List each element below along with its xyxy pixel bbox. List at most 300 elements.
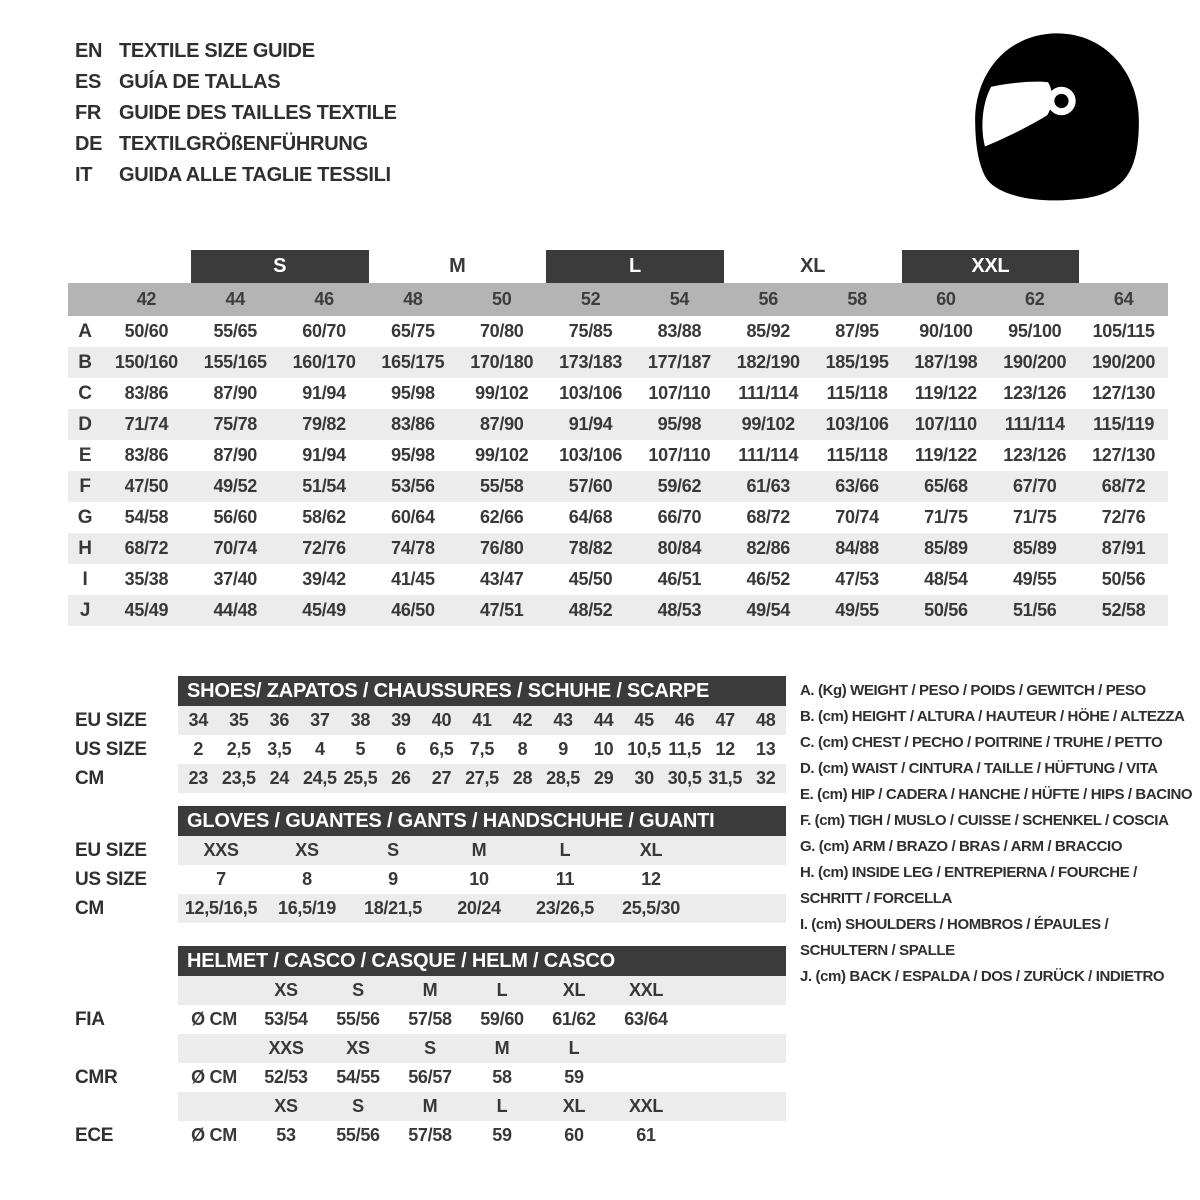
table-cell: 160/170 <box>292 352 356 372</box>
table-cell: 55/65 <box>213 321 258 341</box>
table-cell: 11 <box>555 869 575 889</box>
table-cell: 45/49 <box>124 600 169 620</box>
table-row <box>68 316 1168 347</box>
table-cell: 107/110 <box>914 414 977 434</box>
table-cell: 165/175 <box>381 352 445 372</box>
column-header: 56 <box>758 289 778 309</box>
table-cell: 47/51 <box>479 600 524 620</box>
table-row <box>68 502 1168 533</box>
table-cell: 91/94 <box>302 383 346 403</box>
sub-table-row-body <box>178 836 786 865</box>
table-cell: 48/52 <box>568 600 613 620</box>
language-title-list <box>75 36 397 191</box>
table-cell: 60/70 <box>302 321 346 341</box>
spacer <box>68 676 178 706</box>
row-label: E <box>78 444 92 466</box>
shoes-table-body <box>68 706 786 793</box>
table-cell: XL <box>639 840 663 860</box>
table-cell: 99/102 <box>741 414 795 434</box>
table-cell: 47 <box>715 710 735 730</box>
table-cell: 91/94 <box>568 414 613 434</box>
helmet-value-row <box>68 1121 786 1150</box>
table-cell: 12 <box>715 739 735 759</box>
table-cell: 46/52 <box>746 569 791 589</box>
table-cell: 68/72 <box>746 507 791 527</box>
row-label: CMR <box>75 1066 118 1088</box>
spacer <box>68 806 178 836</box>
table-cell: 27 <box>431 768 452 788</box>
table-cell: 61/63 <box>746 476 791 496</box>
table-cell: 173/183 <box>559 352 623 372</box>
table-cell: 115/119 <box>1093 414 1155 434</box>
helmet-icon <box>968 28 1146 206</box>
table-cell: 37 <box>310 710 330 730</box>
table-cell: 13 <box>755 739 776 759</box>
table-cell: XS <box>295 840 319 860</box>
language-code: DE <box>75 133 103 155</box>
table-cell: 83/86 <box>391 414 435 434</box>
table-cell: 107/110 <box>648 445 711 465</box>
table-cell: 7,5 <box>469 739 495 759</box>
column-header: 62 <box>1025 289 1045 309</box>
table-cell: 45 <box>634 710 654 730</box>
row-label: EU SIZE <box>75 709 147 731</box>
table-cell: 127/130 <box>1092 445 1156 465</box>
row-label: CM <box>75 897 104 919</box>
row-label: A <box>78 320 92 342</box>
table-cell: 50/60 <box>124 321 169 341</box>
table-cell: 71/75 <box>1012 507 1057 527</box>
table-cell: 49/55 <box>835 600 879 620</box>
legend-item: A. (Kg) WEIGHT / PESO / POIDS / GEWITCH / PESO <box>800 682 1146 699</box>
table-cell: 87/90 <box>479 414 524 434</box>
table-cell: 63/66 <box>835 476 879 496</box>
table-cell: 54/55 <box>336 1067 380 1087</box>
shoes-table <box>68 676 786 793</box>
unit-label: Ø CM <box>191 1125 237 1145</box>
size-header: L <box>496 1096 508 1116</box>
table-cell: 46/50 <box>391 600 435 620</box>
sub-table-row-body <box>178 865 786 894</box>
table-cell: 68/72 <box>1101 476 1146 496</box>
table-cell: 32 <box>755 768 776 788</box>
table-cell: 65/75 <box>391 321 435 341</box>
column-header: 46 <box>314 289 334 309</box>
row-label: FIA <box>75 1008 105 1030</box>
table-cell: 31,5 <box>708 768 743 788</box>
table-cell: 58/62 <box>302 507 346 527</box>
table-cell: 25,5/30 <box>622 898 680 918</box>
language-row <box>75 36 397 67</box>
table-cell: 185/195 <box>825 352 889 372</box>
legend-item: J. (cm) BACK / ESPALDA / DOS / ZURÜCK / INDIETRO <box>800 968 1165 985</box>
helmet-size-row-body <box>178 976 786 1005</box>
column-header: 54 <box>669 289 690 309</box>
table-cell: 155/165 <box>203 352 267 372</box>
table-cell: 72/76 <box>1101 507 1146 527</box>
table-cell: 119/122 <box>914 445 977 465</box>
language-title: TEXTILGRÖßENFÜHRUNG <box>119 133 368 155</box>
language-row <box>75 98 397 129</box>
table-cell: 49/54 <box>746 600 791 620</box>
table-cell: 71/74 <box>124 414 169 434</box>
table-cell: 57/60 <box>568 476 613 496</box>
gloves-table <box>68 806 786 923</box>
table-cell: 46 <box>674 710 695 730</box>
table-cell: 29 <box>593 768 614 788</box>
table-cell: 111/114 <box>738 383 799 403</box>
table-cell: 16,5/19 <box>278 898 336 918</box>
gloves-table-title: GLOVES / GUANTES / GANTS / HANDSCHUHE / GUANTI <box>178 806 786 836</box>
table-cell: M <box>471 840 487 860</box>
table-cell: 55/58 <box>479 476 524 496</box>
legend-item: C. (cm) CHEST / PECHO / POITRINE / TRUHE / PETTO <box>800 734 1163 751</box>
table-cell: 72/76 <box>302 538 346 558</box>
sub-table-row <box>68 735 786 764</box>
legend-item: H. (cm) INSIDE LEG / ENTREPIERNA / FOURCHE / SCHRITT / FORCELLA <box>800 864 1137 907</box>
table-cell: 3,5 <box>267 739 292 759</box>
row-label: C <box>78 382 92 404</box>
table-cell: 103/106 <box>559 445 623 465</box>
table-cell: 170/180 <box>470 352 534 372</box>
row-label: F <box>79 475 91 497</box>
table-cell: 57/58 <box>408 1009 452 1029</box>
table-cell: 35/38 <box>124 569 169 589</box>
table-cell: 48/54 <box>924 569 968 589</box>
table-cell: 12 <box>641 869 661 889</box>
table-cell: 61 <box>636 1125 656 1145</box>
table-cell: 62/66 <box>479 507 524 527</box>
table-cell: 83/88 <box>657 321 702 341</box>
table-cell: 123/126 <box>1003 383 1067 403</box>
table-cell: 35 <box>229 710 249 730</box>
table-row <box>68 347 1168 378</box>
table-cell: 182/190 <box>736 352 800 372</box>
spacer <box>68 1092 178 1121</box>
table-cell: 95/98 <box>391 383 435 403</box>
helmet-table-title: HELMET / CASCO / CASQUE / HELM / CASCO <box>178 946 786 976</box>
table-cell: 83/86 <box>124 445 169 465</box>
measurement-legend <box>800 678 1198 990</box>
helmet-size-row <box>68 1092 786 1121</box>
table-cell: 52/53 <box>264 1067 308 1087</box>
table-cell: 53/54 <box>264 1009 308 1029</box>
table-cell: 107/110 <box>648 383 711 403</box>
table-cell: 63/64 <box>624 1009 668 1029</box>
language-code: FR <box>75 102 102 124</box>
shoes-table-title: SHOES/ ZAPATOS / CHAUSSURES / SCHUHE / SCARPE <box>178 676 786 706</box>
table-cell: 23 <box>188 768 208 788</box>
table-cell: 10,5 <box>627 739 662 759</box>
table-cell: 67/70 <box>1012 476 1057 496</box>
table-cell: 4 <box>315 739 325 759</box>
language-row <box>75 160 397 191</box>
table-cell: 59 <box>492 1125 512 1145</box>
table-cell: 39 <box>391 710 411 730</box>
table-cell: 26 <box>391 768 411 788</box>
size-header: L <box>568 1038 580 1058</box>
size-header: S <box>352 1096 364 1116</box>
table-cell: 64/68 <box>568 507 613 527</box>
table-row <box>68 564 1168 595</box>
main-size-table-body <box>68 316 1168 626</box>
table-cell: 30,5 <box>667 768 702 788</box>
table-cell: 23/26,5 <box>536 898 594 918</box>
size-header: XL <box>562 980 586 1000</box>
table-cell: 103/106 <box>825 414 889 434</box>
table-row <box>68 595 1168 626</box>
table-cell: 57/58 <box>408 1125 452 1145</box>
table-cell: 24 <box>269 768 290 788</box>
row-label: ECE <box>75 1124 114 1146</box>
table-cell: 48 <box>755 710 776 730</box>
column-header: 50 <box>492 289 512 309</box>
table-cell: 60/64 <box>391 507 435 527</box>
size-header: XXL <box>628 980 664 1000</box>
size-band-xl: XL <box>800 255 826 277</box>
table-cell: 95/100 <box>1008 321 1062 341</box>
table-cell: 37/40 <box>213 569 258 589</box>
legend-item: D. (cm) WAIST / CINTURA / TAILLE / HÜFTUNG / VITA <box>800 760 1158 777</box>
table-cell: 9 <box>558 739 568 759</box>
table-cell: 20/24 <box>457 898 501 918</box>
table-cell: 42 <box>512 710 533 730</box>
column-header: 42 <box>136 289 157 309</box>
size-header: M <box>494 1038 510 1058</box>
table-cell: 11,5 <box>668 739 702 759</box>
main-size-table <box>68 250 1168 626</box>
table-cell: XXS <box>203 840 239 860</box>
table-cell: 85/92 <box>746 321 791 341</box>
row-label: CM <box>75 767 104 789</box>
table-cell: 55/56 <box>336 1009 380 1029</box>
table-cell: 44 <box>593 710 614 730</box>
size-header: M <box>422 1096 438 1116</box>
table-cell: 70/74 <box>835 507 879 527</box>
language-code: ES <box>75 71 102 93</box>
size-header: XXL <box>628 1096 664 1116</box>
table-cell: L <box>559 840 571 860</box>
spacer <box>68 976 178 1005</box>
size-header: S <box>352 980 364 1000</box>
table-cell: 59/62 <box>657 476 702 496</box>
row-label: US SIZE <box>75 738 147 760</box>
language-code: IT <box>75 164 93 186</box>
table-cell: 115/118 <box>826 445 888 465</box>
table-cell: 90/100 <box>919 321 973 341</box>
language-row <box>75 129 397 160</box>
helmet-size-row-body <box>178 1034 786 1063</box>
table-cell: 87/90 <box>213 383 258 403</box>
table-row <box>68 440 1168 471</box>
table-cell: S <box>387 840 399 860</box>
size-header: XL <box>562 1096 586 1116</box>
table-cell: 74/78 <box>391 538 435 558</box>
size-number-header-row <box>68 283 1168 316</box>
table-cell: 46/51 <box>657 569 702 589</box>
table-cell: 40 <box>431 710 452 730</box>
table-cell: 75/85 <box>568 321 613 341</box>
table-cell: 95/98 <box>657 414 702 434</box>
table-cell: 23,5 <box>221 768 256 788</box>
table-cell: 103/106 <box>559 383 623 403</box>
helmet-table <box>68 946 786 1150</box>
table-cell: 41 <box>472 710 492 730</box>
table-cell: 8 <box>302 869 312 889</box>
table-cell: 76/80 <box>479 538 524 558</box>
row-label: G <box>77 506 93 528</box>
language-row <box>75 67 397 98</box>
table-cell: 91/94 <box>302 445 346 465</box>
table-cell: 111/114 <box>1004 414 1065 434</box>
table-cell: 87/95 <box>835 321 879 341</box>
row-label: D <box>78 413 92 435</box>
table-cell: 39/42 <box>302 569 346 589</box>
legend-item: B. (cm) HEIGHT / ALTURA / HAUTEUR / HÖHE / ALTEZZA <box>800 708 1185 725</box>
sub-table-row <box>68 865 786 894</box>
table-cell: 45/50 <box>568 569 613 589</box>
table-row <box>68 378 1168 409</box>
helmet-size-row <box>68 976 786 1005</box>
table-cell: 79/82 <box>302 414 346 434</box>
language-title: GUÍA DE TALLAS <box>119 71 281 93</box>
table-cell: 95/98 <box>391 445 435 465</box>
table-cell: 44/48 <box>213 600 258 620</box>
table-cell: 38 <box>350 710 371 730</box>
table-cell: 119/122 <box>914 383 977 403</box>
sub-table-row <box>68 836 786 865</box>
size-header: XS <box>274 980 298 1000</box>
spacer <box>68 946 178 976</box>
table-cell: 99/102 <box>475 445 529 465</box>
table-cell: 78/82 <box>568 538 613 558</box>
table-cell: 6,5 <box>429 739 454 759</box>
table-cell: 65/68 <box>924 476 968 496</box>
table-cell: 85/89 <box>1012 538 1057 558</box>
unit-label: Ø CM <box>191 1067 237 1087</box>
table-cell: 41/45 <box>391 569 435 589</box>
table-row <box>68 533 1168 564</box>
sub-table-row-body <box>178 735 786 764</box>
table-cell: 75/78 <box>213 414 258 434</box>
spacer <box>68 1034 178 1063</box>
table-cell: 30 <box>634 768 654 788</box>
table-cell: 84/88 <box>835 538 879 558</box>
helmet-value-row <box>68 1005 786 1034</box>
table-cell: 24,5 <box>302 768 337 788</box>
language-title: GUIDE DES TAILLES TEXTILE <box>119 102 397 124</box>
size-band-l: L <box>546 250 724 283</box>
helmet-value-row-body <box>178 1121 786 1150</box>
table-cell: 7 <box>216 869 226 889</box>
row-label: US SIZE <box>75 868 147 890</box>
table-cell: 105/115 <box>1092 321 1155 341</box>
column-header: 44 <box>225 289 245 309</box>
table-cell: 187/198 <box>914 352 978 372</box>
size-band-s: S <box>191 250 369 283</box>
size-header: M <box>422 980 438 1000</box>
table-cell: 87/90 <box>213 445 258 465</box>
table-cell: 48/53 <box>657 600 702 620</box>
table-cell: 51/54 <box>302 476 346 496</box>
helmet-table-body <box>68 976 786 1150</box>
table-cell: 59 <box>564 1067 584 1087</box>
table-cell: 61/62 <box>552 1009 596 1029</box>
table-cell: 52/58 <box>1101 600 1146 620</box>
size-header: XXS <box>268 1038 304 1058</box>
size-header: L <box>496 980 508 1000</box>
table-cell: 58 <box>492 1067 512 1087</box>
helmet-value-row-body <box>178 1063 786 1092</box>
sub-table-row <box>68 894 786 923</box>
row-label: J <box>79 599 91 621</box>
helmet-value-row-body <box>178 1005 786 1034</box>
row-label: H <box>78 537 92 559</box>
table-cell: 56/60 <box>213 507 258 527</box>
table-cell: 70/80 <box>479 321 524 341</box>
size-band-m: M <box>449 255 466 277</box>
table-cell: 28 <box>512 768 533 788</box>
sub-table-row <box>68 706 786 735</box>
table-cell: 50/56 <box>924 600 968 620</box>
language-code: EN <box>75 40 103 62</box>
table-cell: 2,5 <box>226 739 251 759</box>
table-cell: 27,5 <box>465 768 499 788</box>
table-cell: 47/50 <box>124 476 169 496</box>
legend-item: G. (cm) ARM / BRAZO / BRAS / ARM / BRACCIO <box>800 838 1123 855</box>
sub-table-row <box>68 764 786 793</box>
row-label: EU SIZE <box>75 839 147 861</box>
table-cell: 123/126 <box>1003 445 1067 465</box>
table-cell: 43 <box>553 710 573 730</box>
table-cell: 80/84 <box>657 538 702 558</box>
language-title: GUIDA ALLE TAGLIE TESSILI <box>119 164 391 186</box>
table-cell: 6 <box>396 739 406 759</box>
size-band-xxl: XXL <box>902 250 1080 283</box>
table-cell: 71/75 <box>924 507 968 527</box>
column-header: 60 <box>936 289 956 309</box>
helmet-value-row <box>68 1063 786 1092</box>
table-cell: 8 <box>517 739 528 759</box>
table-cell: 51/56 <box>1012 600 1057 620</box>
table-cell: 177/187 <box>647 352 711 372</box>
table-cell: 54/58 <box>124 507 169 527</box>
table-cell: 49/52 <box>213 476 258 496</box>
table-cell: 36 <box>269 710 290 730</box>
table-cell: 25,5 <box>343 768 378 788</box>
table-cell: 70/74 <box>213 538 258 558</box>
table-cell: 66/70 <box>657 507 702 527</box>
table-cell: 10 <box>593 739 614 759</box>
table-cell: 28,5 <box>546 768 580 788</box>
table-cell: 45/49 <box>302 600 346 620</box>
column-header: 58 <box>847 289 867 309</box>
language-title: TEXTILE SIZE GUIDE <box>119 40 315 62</box>
table-cell: 55/56 <box>336 1125 380 1145</box>
legend-item: I. (cm) SHOULDERS / HOMBROS / ÉPAULES / SCHULTERN / SPALLE <box>800 916 1109 959</box>
table-cell: 5 <box>355 739 366 759</box>
table-cell: 111/114 <box>738 445 799 465</box>
table-cell: 53 <box>276 1125 296 1145</box>
row-label: B <box>78 351 92 373</box>
row-label: I <box>82 568 88 590</box>
table-row <box>68 471 1168 502</box>
size-band-row <box>68 250 1168 283</box>
table-cell: 43/47 <box>479 569 524 589</box>
table-cell: 68/72 <box>124 538 169 558</box>
table-cell: 85/89 <box>924 538 968 558</box>
sub-table-row-body <box>178 706 786 735</box>
